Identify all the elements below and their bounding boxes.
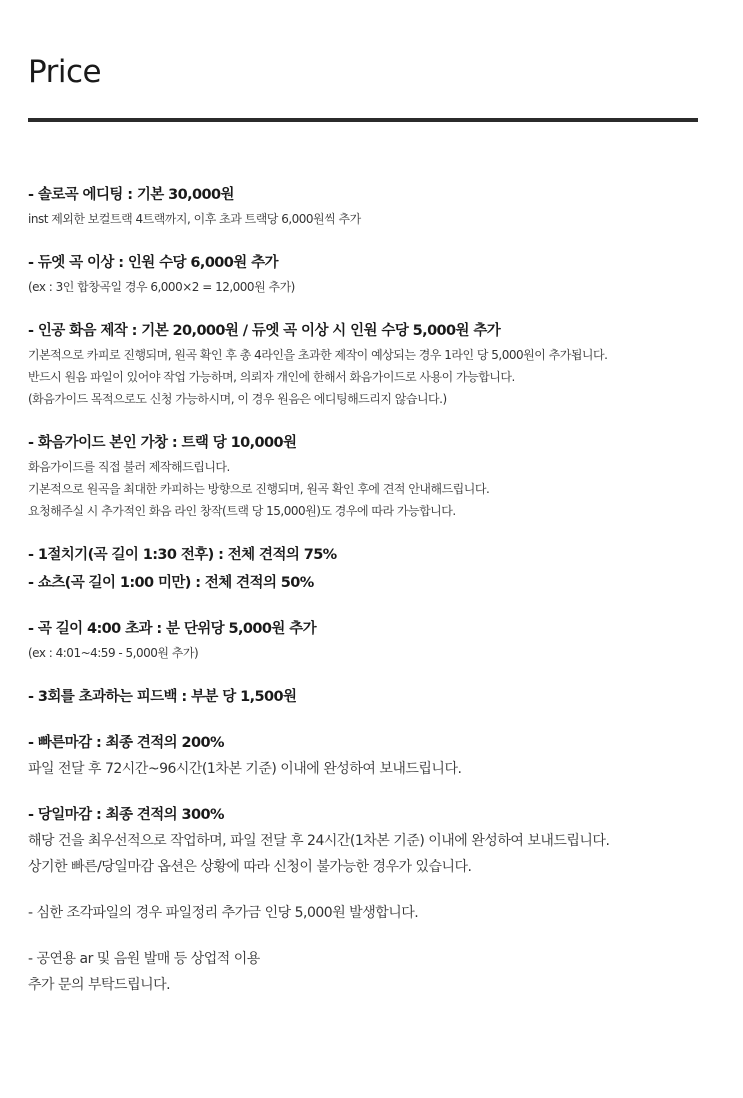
price-section	[28, 900, 718, 926]
price-section-line: inst 제외한 보컬트랙 4트랙까지, 이후 초과 트랙당 6,000원씩 추가	[28, 212, 361, 226]
price-section	[28, 802, 718, 880]
price-section-line: 기본적으로 카피로 진행되며, 원곡 확인 후 총 4라인을 초과한 제작이 예상되는 경우 1라인 당 5,000원이 추가됩니다.	[28, 348, 608, 362]
title-divider	[28, 118, 698, 122]
price-section	[28, 946, 718, 998]
section-spacer	[28, 880, 718, 900]
price-section-heading: - 인공 화음 제작 : 기본 20,000원 / 듀엣 곡 이상 시 인원 수당 5,000원 추가	[28, 323, 501, 339]
price-section-heading: - 듀엣 곡 이상 : 인원 수당 6,000원 추가	[28, 255, 278, 271]
price-section	[28, 542, 718, 568]
page-title: Price	[28, 54, 102, 90]
section-spacer	[28, 298, 718, 318]
price-section	[28, 684, 718, 710]
price-section-line: 상기한 빠른/당일마감 옵션은 상황에 따라 신청이 불가능한 경우가 있습니다.	[28, 859, 472, 875]
price-section	[28, 570, 718, 596]
price-section-heading: - 곡 길이 4:00 초과 : 분 단위당 5,000원 추가	[28, 621, 317, 637]
price-section-line: - 심한 조각파일의 경우 파일정리 추가금 인당 5,000원 발생합니다.	[28, 905, 419, 921]
price-section-line: 화음가이드를 직접 불러 제작해드립니다.	[28, 460, 230, 474]
price-section-heading: - 당일마감 : 최종 견적의 300%	[28, 807, 224, 823]
price-section	[28, 616, 718, 664]
price-section-line: (ex : 4:01~4:59 - 5,000원 추가)	[28, 646, 199, 660]
section-spacer	[28, 664, 718, 684]
price-section-line: 기본적으로 원곡을 최대한 카피하는 방향으로 진행되며, 원곡 확인 후에 견적 안내해드립니다.	[28, 482, 490, 496]
price-section-heading: - 쇼츠(곡 길이 1:00 미만) : 전체 견적의 50%	[28, 575, 314, 591]
price-section-line: 추가 문의 부탁드립니다.	[28, 977, 171, 993]
price-section-heading: - 빠른마감 : 최종 견적의 200%	[28, 735, 224, 751]
price-section-heading: - 1절치기(곡 길이 1:30 전후) : 전체 견적의 75%	[28, 547, 337, 563]
price-section-line: (화음가이드 목적으로도 신청 가능하시며, 이 경우 원음은 에디팅해드리지 않습니다.)	[28, 392, 447, 406]
price-section-line: - 공연용 ar 및 음원 발매 등 상업적 이용	[28, 951, 260, 967]
section-spacer	[28, 710, 718, 730]
section-spacer	[28, 410, 718, 430]
price-section-line: 반드시 원음 파일이 있어야 작업 가능하며, 의뢰자 개인에 한해서 화음가이드로 사용이 가능합니다.	[28, 370, 515, 384]
price-section-line: 요청해주실 시 추가적인 화음 라인 창작(트랙 당 15,000원)도 경우에 따라 가능합니다.	[28, 504, 456, 518]
price-section-heading: - 솔로곡 에디팅 : 기본 30,000원	[28, 187, 234, 203]
section-spacer	[28, 782, 718, 802]
price-section-heading: - 화음가이드 본인 가창 : 트랙 당 10,000원	[28, 435, 297, 451]
price-section	[28, 430, 718, 522]
section-spacer	[28, 522, 718, 542]
price-section	[28, 318, 718, 410]
price-section-line: 파일 전달 후 72시간~96시간(1차본 기준) 이내에 완성하여 보내드립니다.	[28, 761, 462, 777]
section-spacer	[28, 926, 718, 946]
section-spacer	[28, 230, 718, 250]
price-section	[28, 730, 718, 782]
price-section-line: 해당 건을 최우선적으로 작업하며, 파일 전달 후 24시간(1차본 기준) 이내에 완성하여 보내드립니다.	[28, 833, 610, 849]
section-spacer	[28, 596, 718, 616]
price-section-line: (ex : 3인 합창곡일 경우 6,000×2 = 12,000원 추가)	[28, 280, 295, 294]
price-list	[28, 182, 718, 998]
price-section	[28, 182, 718, 230]
price-section	[28, 250, 718, 298]
price-section-heading: - 3회를 초과하는 피드백 : 부분 당 1,500원	[28, 689, 297, 705]
